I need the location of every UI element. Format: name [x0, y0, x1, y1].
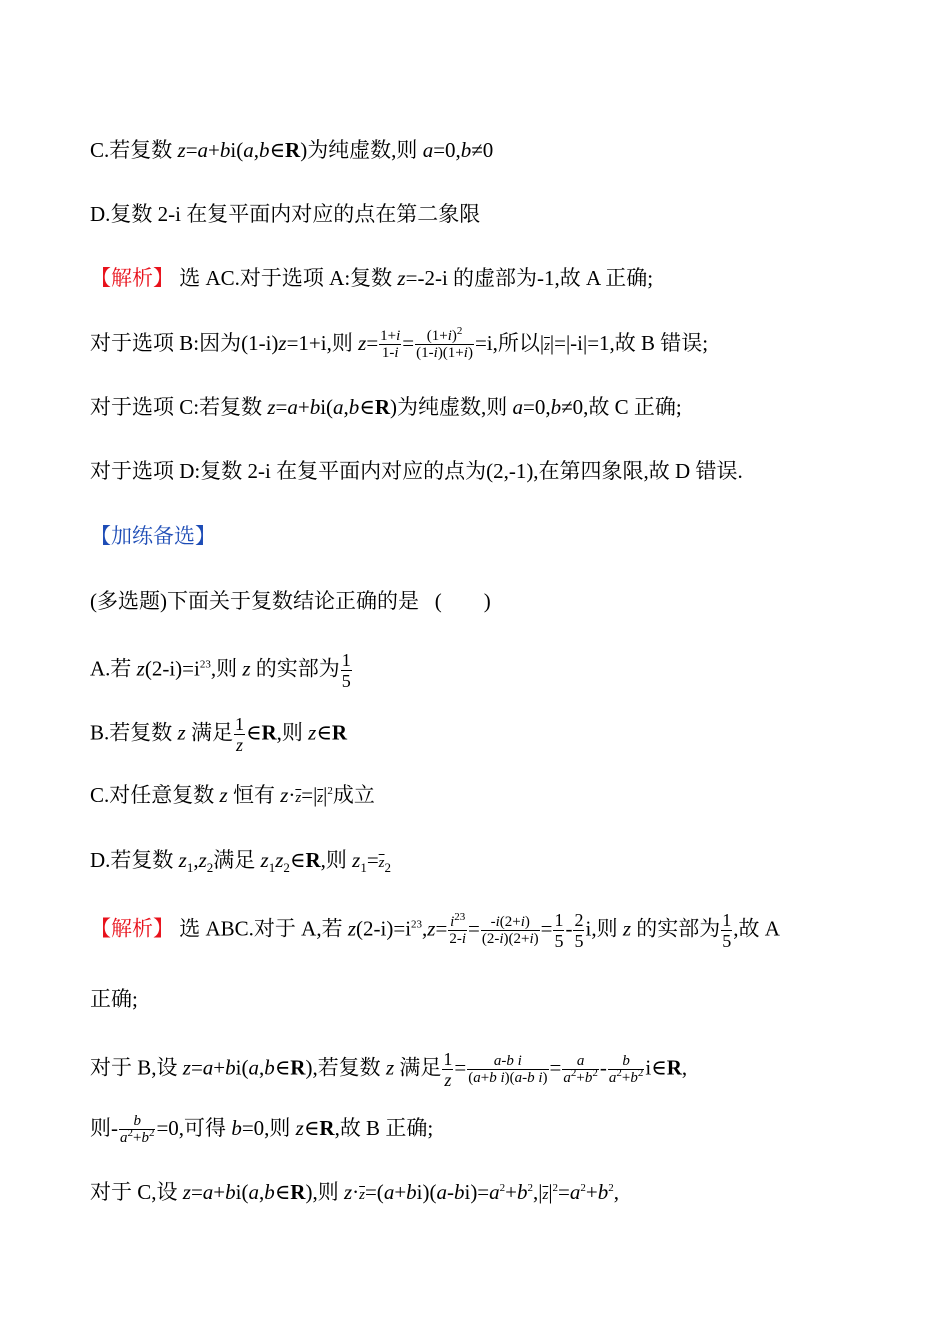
fraction-2: $\frac{(1+i)^2}{(1-i)(1+i)}$ — [416, 325, 473, 361]
question-option-d: D.若复数 $z_1,z_2$满足 $z_1z_2\in R$,则 $z_1=\overline{z}_2$ — [90, 848, 392, 876]
fraction-expand: $\frac{-i(2+i)}{(2-i)(2+i)}$ — [481, 913, 539, 947]
fraction-i23: $\frac{i^{23}}{2-i}$ — [449, 910, 466, 947]
solution-c2-line: 对于 C,设 z=a+bi(a,b∈R),则 $z\cdot\overline{z}=(a+bi)(a-bi)=a^2+b^2,|\overline{z}|^2=a^2+b^2$, — [90, 1180, 619, 1204]
extra-practice-label: 【加练备选】 — [90, 524, 216, 548]
solution-abc-line: 【解析】 选 ABC.对于 A,若 $z(2-i)=i^{23},z=$ $\frac{i^{23}}{2-i}$ = $\frac{-i(2+i)}{(2-i)(2+i)}$ = $\frac{1}{5}$ - $\frac{2}{5}$ i,则 z 的实部为 $\frac{1}{5}$ ,故 A — [90, 910, 780, 951]
solution-a-line: 【解析】 选 AC.对于选项 A:复数 z=-2-i 的虚部为-1,故 A 正确; — [90, 266, 654, 290]
solution-b2-line: 对于 B,设 z=a+bi(a,b∈R),若复数 z 满足 $\frac{1}{z}$ = $\frac{\text{a-b i}}{\text{(a+b i)(a-b i)}}$ = $\frac{a}{a^2+b^2}$ - $\frac{b}{a^2+b^2}$ i∈R, — [90, 1049, 688, 1090]
option-c-line: C.若复数 z=a+bi(a,b∈R)为纯虚数,则 a=0,b≠0 — [90, 138, 494, 162]
solution-b2-line-2: 则- $\frac{b}{a^2+b^2}$ =0,可得 b=0,则 z∈R,故 B 正确; — [90, 1113, 434, 1146]
fraction-1: $\frac{1+i}{1-i}$ — [380, 328, 401, 361]
question-option-a: A.若 $z(2-i)=i^{23}$,则 z 的实部为 $\frac{1}{5}$ — [90, 650, 351, 691]
solution-c-line: 对于选项 C:若复数 z=a+bi(a,b∈R)为纯虚数,则 a=0,b≠0,故 C 正确; — [90, 395, 682, 419]
fraction-1-z: $\frac{1}{z}$ — [234, 714, 244, 755]
fraction-1-5: $\frac{1}{5}$ — [341, 650, 351, 691]
jiexi-label-2: 【解析】 — [90, 916, 174, 941]
solution-d-line: 对于选项 D:复数 2-i 在复平面内对应的点为(2,-1),在第四象限,故 D 错误. — [90, 459, 743, 483]
fraction-conj: $\frac{\text{a-b i}}{\text{(a+b i)(a-b i)}}$ — [468, 1052, 548, 1086]
question-option-b: B.若复数 z 满足 $\frac{1}{z}$ ∈R,则 z∈R — [90, 714, 348, 755]
correct-line: 正确; — [90, 987, 138, 1011]
jiexi-label: 【解析】 — [90, 266, 174, 290]
option-d-line: D.复数 2-i 在复平面内对应的点在第二象限 — [90, 202, 481, 226]
question-option-c: C.对任意复数 z 恒有 $z\cdot\overline{z}=|\overline{z}|^2$成立 — [90, 783, 375, 807]
solution-b-line: 对于选项 B:因为(1-i)z=1+i,则 z= $\frac{1+i}{1-i}$ = $\frac{(1+i)^2}{(1-i)(1+i)}$ =i,所以$|\overline{z}|=|-i|=1$,故 B 错误; — [90, 325, 709, 361]
question-stem: (多选题)下面关于复数结论正确的是 ( ) — [90, 589, 491, 613]
